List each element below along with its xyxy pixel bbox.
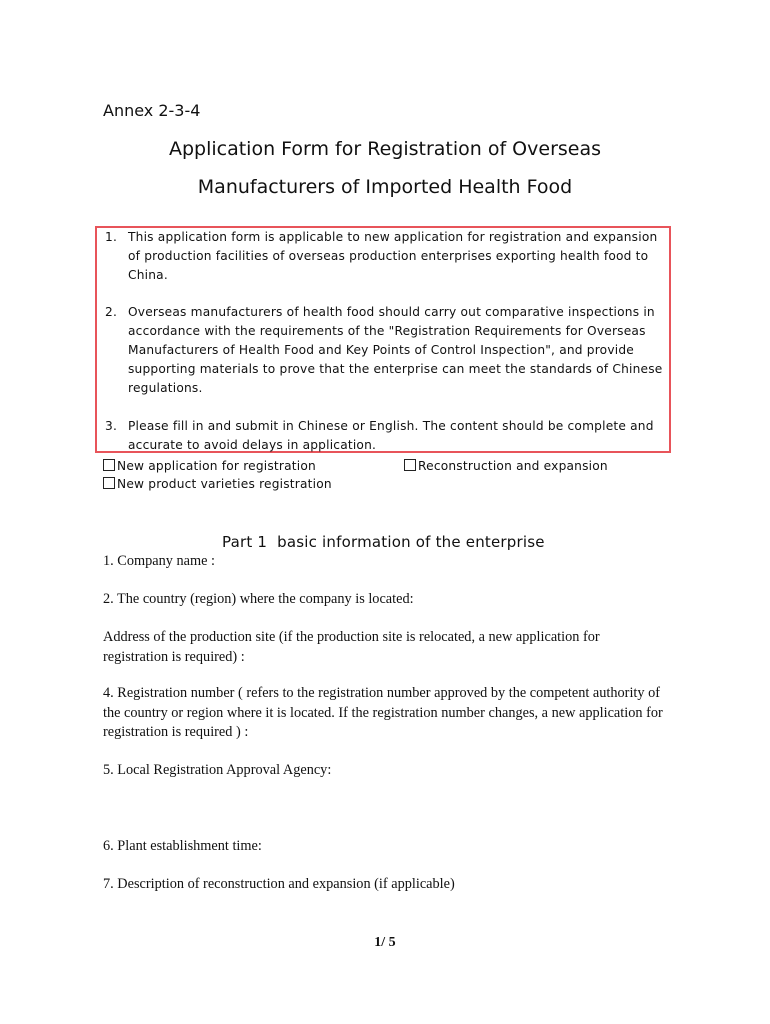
field-reconstruction-description: 7. Description of reconstruction and expansion (if applicable) bbox=[103, 876, 455, 892]
annex-label: Annex 2-3-4 bbox=[103, 101, 201, 120]
section-heading bbox=[222, 533, 545, 551]
field-address: Address of the production site (if the production site is relocated, a new application for registration is required) : bbox=[103, 629, 600, 665]
field-company-name: 1. Company name : bbox=[103, 553, 215, 569]
checkbox-square-icon[interactable] bbox=[103, 477, 115, 489]
instruction-number: 1. bbox=[105, 230, 118, 244]
checkbox-new-application[interactable] bbox=[103, 459, 316, 473]
section-label: Part 1 bbox=[222, 533, 268, 551]
instruction-text: Overseas manufacturers of health food should carry out comparative inspections in accordance with the requirements of the "Registration Requirements for Overseas Manufacturers of Health Food and Key Points of Control Inspection", and provide supporting materials to prove that the enterprise can meet the standards of Chinese regulations. bbox=[128, 305, 663, 395]
section-title: basic information of the enterprise bbox=[277, 533, 545, 551]
instruction-item bbox=[105, 228, 670, 285]
form-title-line-1: Application Form for Registration of Overseas bbox=[168, 138, 602, 160]
field-country: 2. The country (region) where the company is located: bbox=[103, 591, 414, 607]
instruction-item bbox=[105, 303, 670, 398]
checkbox-reconstruction[interactable] bbox=[404, 459, 608, 473]
field-approval-agency: 5. Local Registration Approval Agency: bbox=[103, 762, 332, 778]
instruction-text: This application form is applicable to new application for registration and expansion of production facilities of overseas production enterprises exporting health food to China. bbox=[128, 230, 658, 282]
instruction-number: 2. bbox=[105, 305, 118, 319]
instruction-number: 3. bbox=[105, 419, 118, 433]
field-registration-number: 4. Registration number ( refers to the registration number approved by the competent authority of the country or region where it is located. If the registration number changes, a new application for registration is required ) : bbox=[103, 685, 663, 740]
instructions-box bbox=[95, 226, 671, 453]
form-title-line-2: Manufacturers of Imported Health Food bbox=[197, 176, 573, 198]
checkbox-square-icon[interactable] bbox=[404, 459, 416, 471]
checkbox-label: Reconstruction and expansion bbox=[418, 459, 608, 473]
instruction-item bbox=[105, 417, 670, 455]
checkbox-label: New product varieties registration bbox=[117, 477, 332, 491]
page-number: 1/ 5 bbox=[374, 935, 396, 950]
checkbox-label: New application for registration bbox=[117, 459, 316, 473]
checkbox-square-icon[interactable] bbox=[103, 459, 115, 471]
instruction-text: Please fill in and submit in Chinese or English. The content should be complete and accurate to avoid delays in application. bbox=[128, 419, 654, 452]
checkbox-new-varieties[interactable] bbox=[103, 477, 332, 491]
field-establishment-time: 6. Plant establishment time: bbox=[103, 838, 262, 854]
